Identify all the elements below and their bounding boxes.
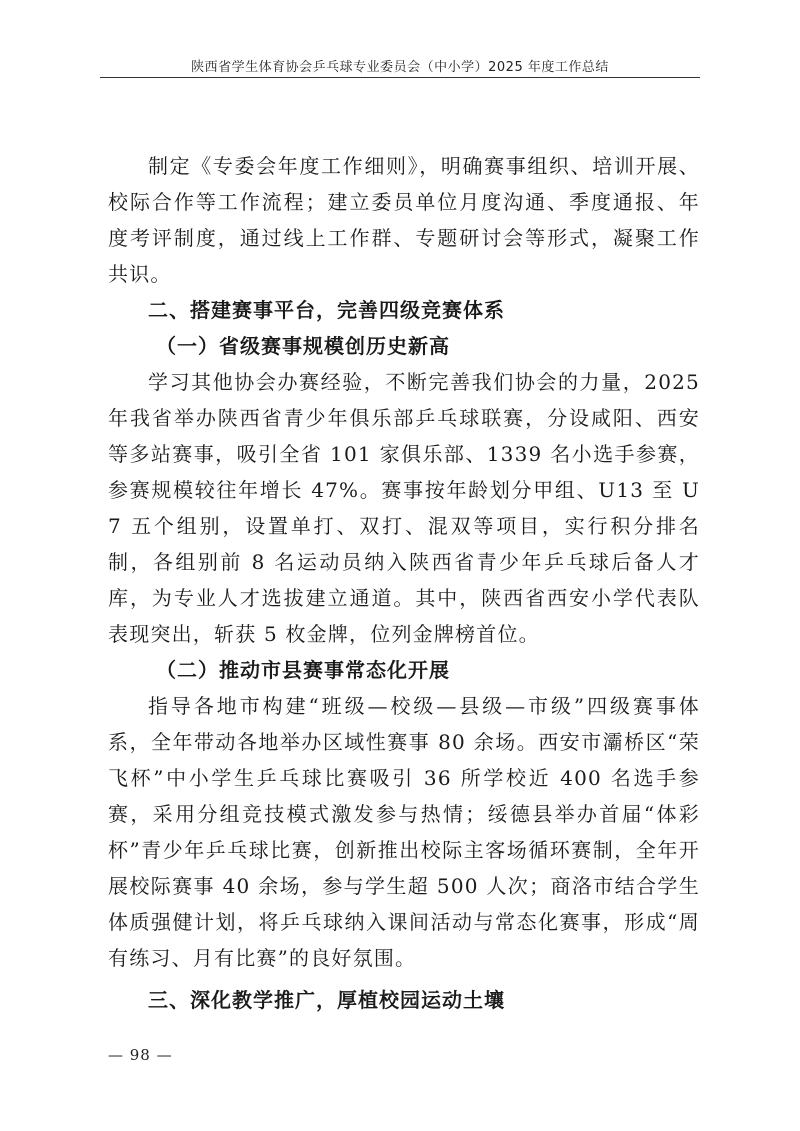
section-heading-2: 二、搭建赛事平台，完善四级竞赛体系 (148, 298, 505, 322)
paragraph-2-2: 指导各地市构建“班级—校级—县级—市级”四级赛事体系，全年带动各地举办区域性赛事 80 余场。西安市灞桥区“荣飞杯”中小学生乒乓球比赛吸引 36 所学校近 400 名选手参赛，采用分组竞技模式激发参与热情；绥德县举办首届“体彩杯”青少年乒乓球比赛，创新推出校际主客场循环赛制，全年开展校际赛事 40 余场，参与学生超 500 人次；商洛市结合学生体质强健计划，将乒乓球纳入课间活动与常态化赛事，形成“周有练习、月有比赛”的良好氛围。 (108, 694, 700, 970)
subsection-heading-2-1: （一）省级赛事规模创历史新高 (156, 334, 450, 358)
document-body (108, 148, 700, 1018)
section-heading-3: 三、深化教学推广，厚植校园运动土壤 (148, 988, 505, 1012)
header-divider (100, 77, 700, 78)
subsection-heading-2-2: （二）推动市县赛事常态化开展 (156, 658, 450, 682)
page-number: — 98 — (108, 1046, 173, 1064)
paragraph-2-1: 学习其他协会办赛经验，不断完善我们协会的力量，2025年我省举办陕西省青少年俱乐部乒乓球联赛，分设咸阳、西安等多站赛事，吸引全省 101 家俱乐部、1339 名小选手参赛，参赛规模较往年增长 47%。赛事按年龄划分甲组、U13 至 U7 五个组别，设置单打、双打、混双等项目，实行积分排名制，各组别前 8 名运动员纳入陕西省青少年乒乓球后备人才库，为专业人才选拔建立通道。其中，陕西省西安小学代表队表现突出，斩获 5 枚金牌，位列金牌榜首位。 (108, 370, 700, 646)
paragraph-intro: 制定《专委会年度工作细则》，明确赛事组织、培训开展、校际合作等工作流程；建立委员单位月度沟通、季度通报、年度考评制度，通过线上工作群、专题研讨会等形式，凝聚工作共识。 (108, 154, 700, 286)
running-header: 陕西省学生体育协会乒乓球专业委员会（中小学）2025 年度工作总结 (191, 60, 609, 75)
